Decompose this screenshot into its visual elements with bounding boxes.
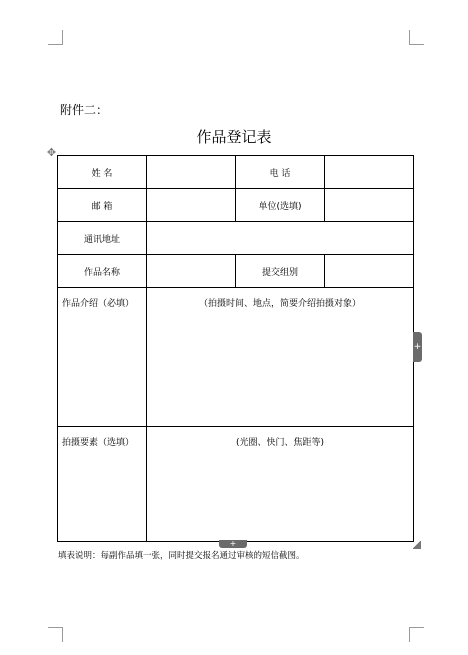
work-name-label: 作品名称	[58, 255, 147, 288]
table-row	[58, 255, 414, 288]
move-icon[interactable]: ✥	[46, 146, 57, 159]
crop-mark-bottom-left	[48, 627, 63, 642]
unit-field[interactable]	[325, 189, 414, 222]
name-label: 姓 名	[58, 156, 147, 189]
add-row-button[interactable]	[219, 540, 247, 548]
table-row	[58, 189, 414, 222]
email-field[interactable]	[147, 189, 236, 222]
work-name-field[interactable]	[147, 255, 236, 288]
plus-icon: +	[229, 539, 237, 548]
group-field[interactable]	[325, 255, 414, 288]
group-label: 提交组别	[236, 255, 325, 288]
unit-label: 单位(选填)	[236, 189, 325, 222]
phone-field[interactable]	[325, 156, 414, 189]
intro-label: 作品介绍（必填）	[58, 288, 147, 427]
table-row	[58, 288, 414, 427]
address-field[interactable]	[147, 222, 414, 255]
email-label: 邮 箱	[58, 189, 147, 222]
form-title: 作品登记表	[196, 128, 272, 146]
intro-field[interactable]	[147, 288, 414, 427]
name-field[interactable]	[147, 156, 236, 189]
table-row	[58, 427, 414, 542]
table-row	[58, 156, 414, 189]
attachment-label: 附件二：	[60, 103, 109, 117]
crop-mark-bottom-right	[409, 627, 424, 642]
plus-icon: +	[413, 342, 422, 352]
fill-instructions: 填表说明：每副作品填一张，同时提交报名通过审核的短信截图。	[58, 551, 305, 561]
params-label: 拍摄要素（选填）	[58, 427, 147, 542]
params-hint: (光圈、快门、焦距等)	[235, 438, 325, 448]
crop-mark-top-right	[409, 30, 424, 45]
table-row	[58, 222, 414, 255]
address-label: 通讯地址	[58, 222, 147, 255]
add-column-button[interactable]	[413, 332, 422, 362]
crop-mark-top-left	[48, 30, 63, 45]
registration-table	[57, 155, 414, 542]
resize-icon[interactable]	[413, 541, 421, 549]
phone-label: 电 话	[236, 156, 325, 189]
params-field[interactable]	[147, 427, 414, 542]
intro-hint: （拍摄时间、地点，简要介绍拍摄对象）	[198, 299, 361, 309]
